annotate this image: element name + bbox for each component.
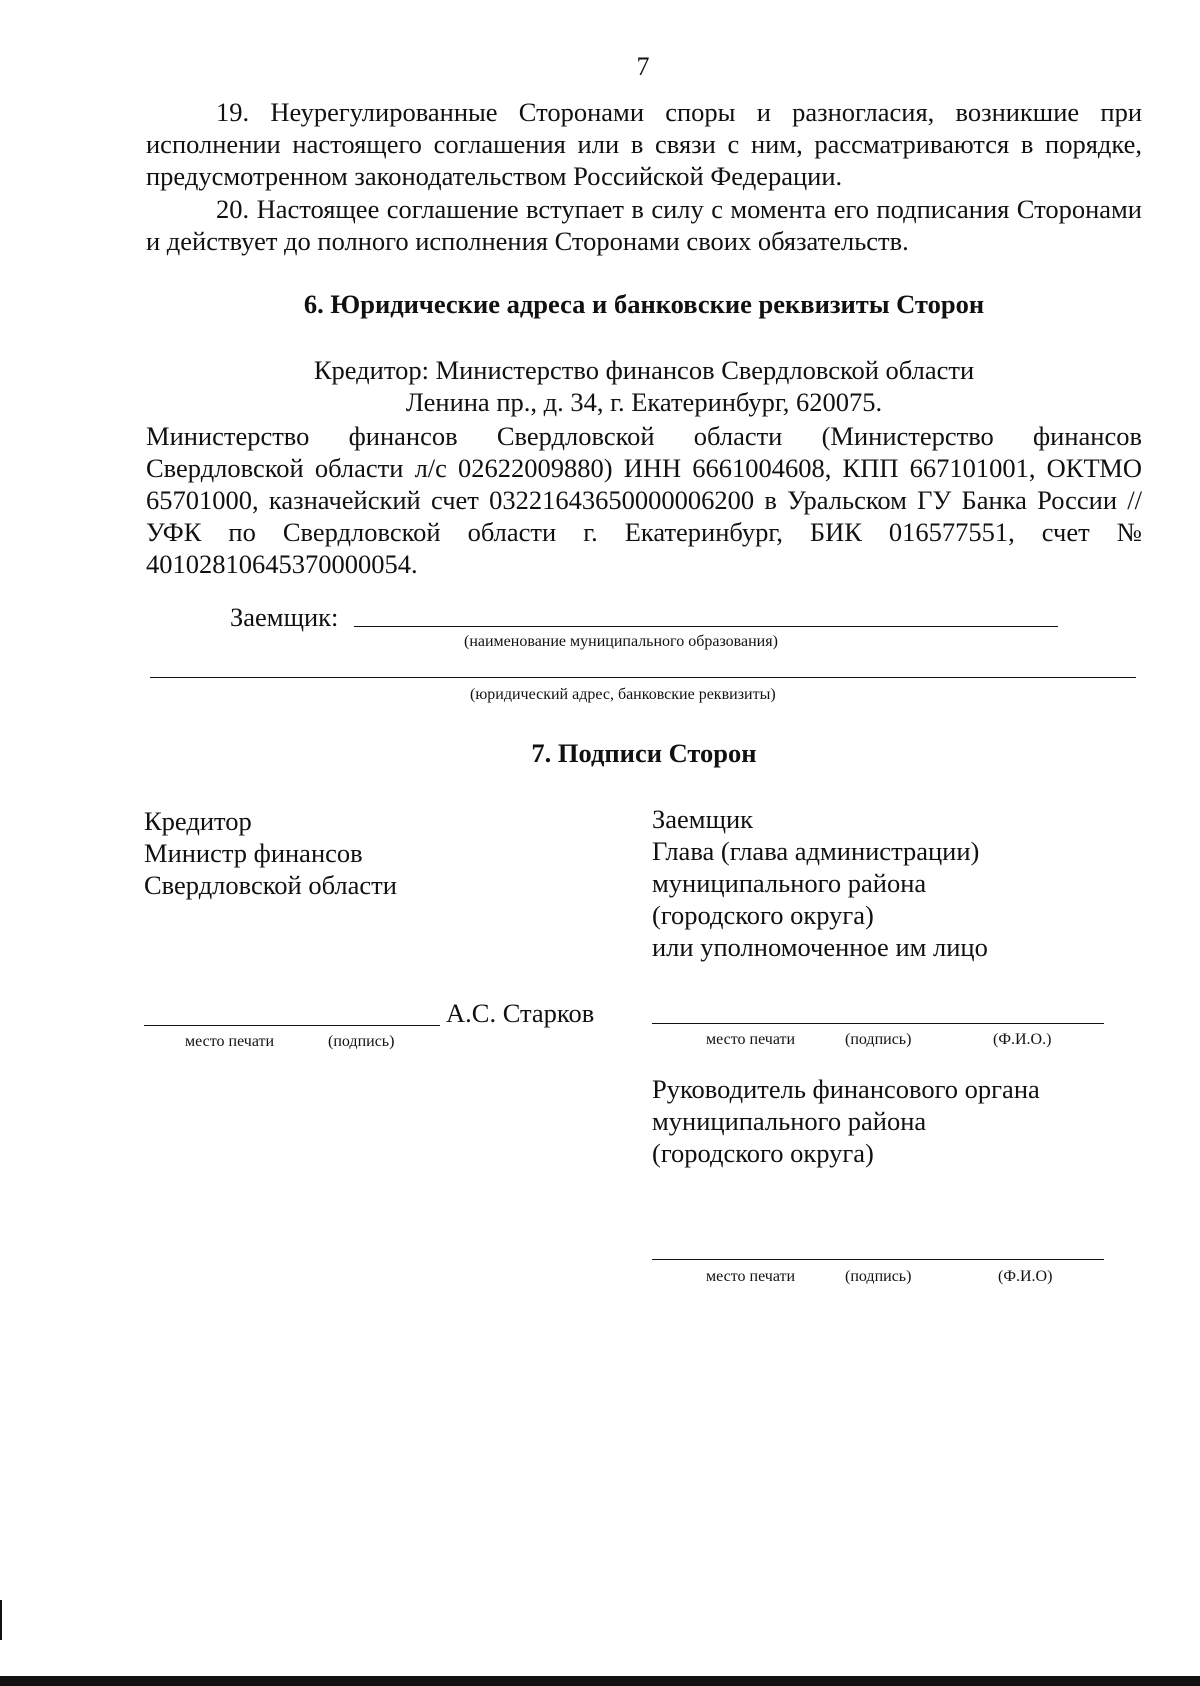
- paragraph-19: 19. Неурегулированные Сторонами споры и разногласия, возникшие при исполнении настоящего соглашения или в связи с ним, рассматриваются в порядке, предусмотренном законодательством Российской Федерации.: [146, 97, 1142, 191]
- section-7-title: 7. Подписи Сторон: [531, 738, 757, 768]
- creditor-bank-details: Министерство финансов Свердловской области (Министерство финансов Свердловской области л/с 02622009880) ИНН 6661004608, КПП 667101001, ОКТМО 65701000, казначейский счет 03221643650000006200 в Уральском ГУ Банка России //УФК по Свердловской области г. Екатеринбург, БИК 016577551, счет № 40102810645370000054.: [146, 421, 1142, 579]
- creditor-title-line-1: Кредитор: [144, 806, 252, 836]
- borrower-title-line-3: муниципального района: [652, 868, 927, 898]
- finance-head-name-caption: (Ф.И.О): [998, 1268, 1053, 1285]
- finance-head-line-2: муниципального района: [652, 1106, 927, 1136]
- finance-head-line-1: Руководитель финансового органа: [652, 1074, 1040, 1104]
- borrower-signature-line: [652, 1023, 1104, 1024]
- section-6-title: 6. Юридические адреса и банковские реквизиты Сторон: [303, 289, 985, 319]
- borrower-title-line-2: Глава (глава администрации): [652, 836, 980, 866]
- creditor-signature-block: [144, 805, 397, 901]
- creditor-signer-name: А.С. Старков: [446, 998, 595, 1028]
- finance-head-block: [652, 1073, 1040, 1169]
- borrower-signature-caption: (подпись): [845, 1031, 912, 1048]
- borrower-name-caption-fio: (Ф.И.О.): [993, 1031, 1052, 1048]
- borrower-name-caption: (наименование муниципального образования): [464, 633, 778, 650]
- scan-bottom-edge-bar: [0, 1676, 1200, 1686]
- borrower-seal-caption: место печати: [706, 1031, 796, 1048]
- creditor-signature-line: [144, 1025, 440, 1026]
- creditor-address: Ленина пр., д. 34, г. Екатеринбург, 620075.: [405, 387, 883, 417]
- borrower-name-line: [354, 626, 1058, 627]
- creditor-seal-caption: место печати: [185, 1033, 275, 1050]
- creditor-title-line-2: Министр финансов: [144, 838, 363, 868]
- finance-head-seal-caption: место печати: [706, 1268, 796, 1285]
- page-number: 7: [636, 52, 650, 81]
- paragraph-20: 20. Настоящее соглашение вступает в силу с момента его подписания Сторонами и действует до полного исполнения Сторонами своих обязательств.: [146, 194, 1142, 256]
- borrower-signature-block: [652, 803, 988, 963]
- creditor-signature-caption: (подпись): [328, 1033, 395, 1050]
- borrower-title-line-1: Заемщик: [652, 804, 754, 834]
- finance-head-signature-caption: (подпись): [845, 1268, 912, 1285]
- finance-head-signature-line: [652, 1259, 1104, 1260]
- creditor-title-line-3: Свердловской области: [144, 870, 397, 900]
- scan-left-edge-mark: [0, 1600, 2, 1640]
- finance-head-line-3: (городского округа): [652, 1138, 874, 1168]
- borrower-label: Заемщик:: [230, 602, 339, 632]
- borrower-title-line-5: или уполномоченное им лицо: [652, 932, 988, 962]
- borrower-requisites-line: [150, 677, 1136, 678]
- borrower-title-line-4: (городского округа): [652, 900, 874, 930]
- borrower-requisites-caption: (юридический адрес, банковские реквизиты): [470, 686, 776, 703]
- creditor-line: Кредитор: Министерство финансов Свердловской области: [313, 355, 975, 385]
